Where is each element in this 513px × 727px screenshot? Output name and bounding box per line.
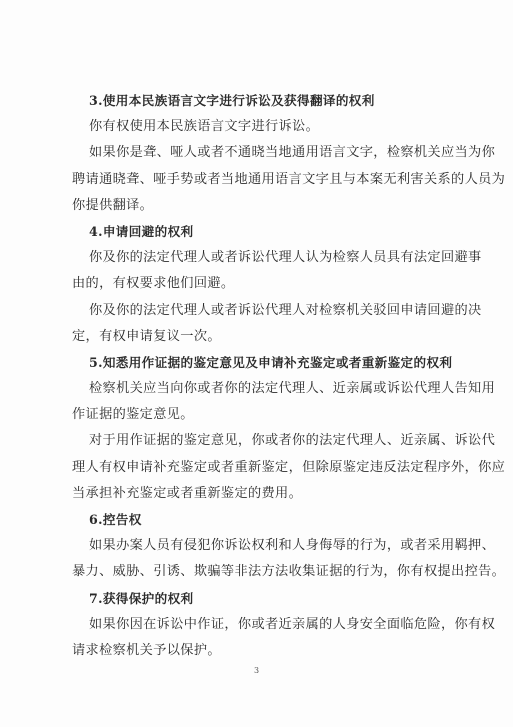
- document-body: [72, 88, 506, 664]
- paragraph-line: 如果办案人员有侵犯你诉讼权利和人身侮辱的行为，或者采用羁押、: [89, 538, 496, 554]
- section-heading: 5.知悉用作证据的鉴定意见及申请补充鉴定或者重新鉴定的权利: [89, 354, 453, 370]
- paragraph-line: 定，有权申请复议一次。: [72, 328, 221, 344]
- paragraph-line: 当承担补充鉴定或者重新鉴定的费用。: [72, 485, 303, 501]
- section-heading: 4.申请回避的权利: [89, 223, 194, 239]
- paragraph-line: 你提供翻译。: [72, 197, 154, 213]
- paragraph-line: 如果你因在诉讼中作证，你或者近亲属的人身安全面临危险，你有权: [89, 616, 496, 632]
- paragraph-line: 你有权使用本民族语言文字进行诉讼。: [89, 119, 320, 135]
- paragraph-line: 请求检察机关予以保护。: [72, 642, 221, 658]
- section-heading: 7.获得保护的权利: [89, 590, 194, 606]
- section-heading: 6.控告权: [89, 512, 142, 527]
- page-number: 3: [253, 666, 260, 675]
- paragraph-line: 如果你是聋、哑人或者不通晓当地通用语言文字，检察机关应当为你: [89, 145, 496, 161]
- paragraph-line: 由的，有权要求他们回避。: [72, 276, 235, 292]
- paragraph-line: 理人有权申请补充鉴定或者重新鉴定，但除原鉴定违反法定程序外，你应: [72, 459, 506, 475]
- paragraph-line: 你及你的法定代理人或者诉讼代理人对检察机关驳回申请回避的决: [89, 302, 482, 318]
- paragraph-line: 对于用作证据的鉴定意见，你或者你的法定代理人、近亲属、诉讼代: [89, 433, 496, 449]
- paragraph-line: 你及你的法定代理人或者诉讼代理人认为检察人员具有法定回避事: [89, 250, 482, 266]
- paragraph-line: 检察机关应当向你或者你的法定代理人、近亲属或诉讼代理人告知用: [89, 381, 496, 397]
- paragraph-line: 暴力、威胁、引诱、欺骗等非法方法收集证据的行为，你有权提出控告。: [72, 564, 506, 580]
- section-heading: 3.使用本民族语言文字进行诉讼及获得翻译的权利: [89, 93, 375, 108]
- paragraph-line: 作证据的鉴定意见。: [72, 407, 194, 423]
- paragraph-line: 聘请通晓聋、哑手势或者当地通用语言文字且与本案无利害关系的人员为: [72, 171, 506, 187]
